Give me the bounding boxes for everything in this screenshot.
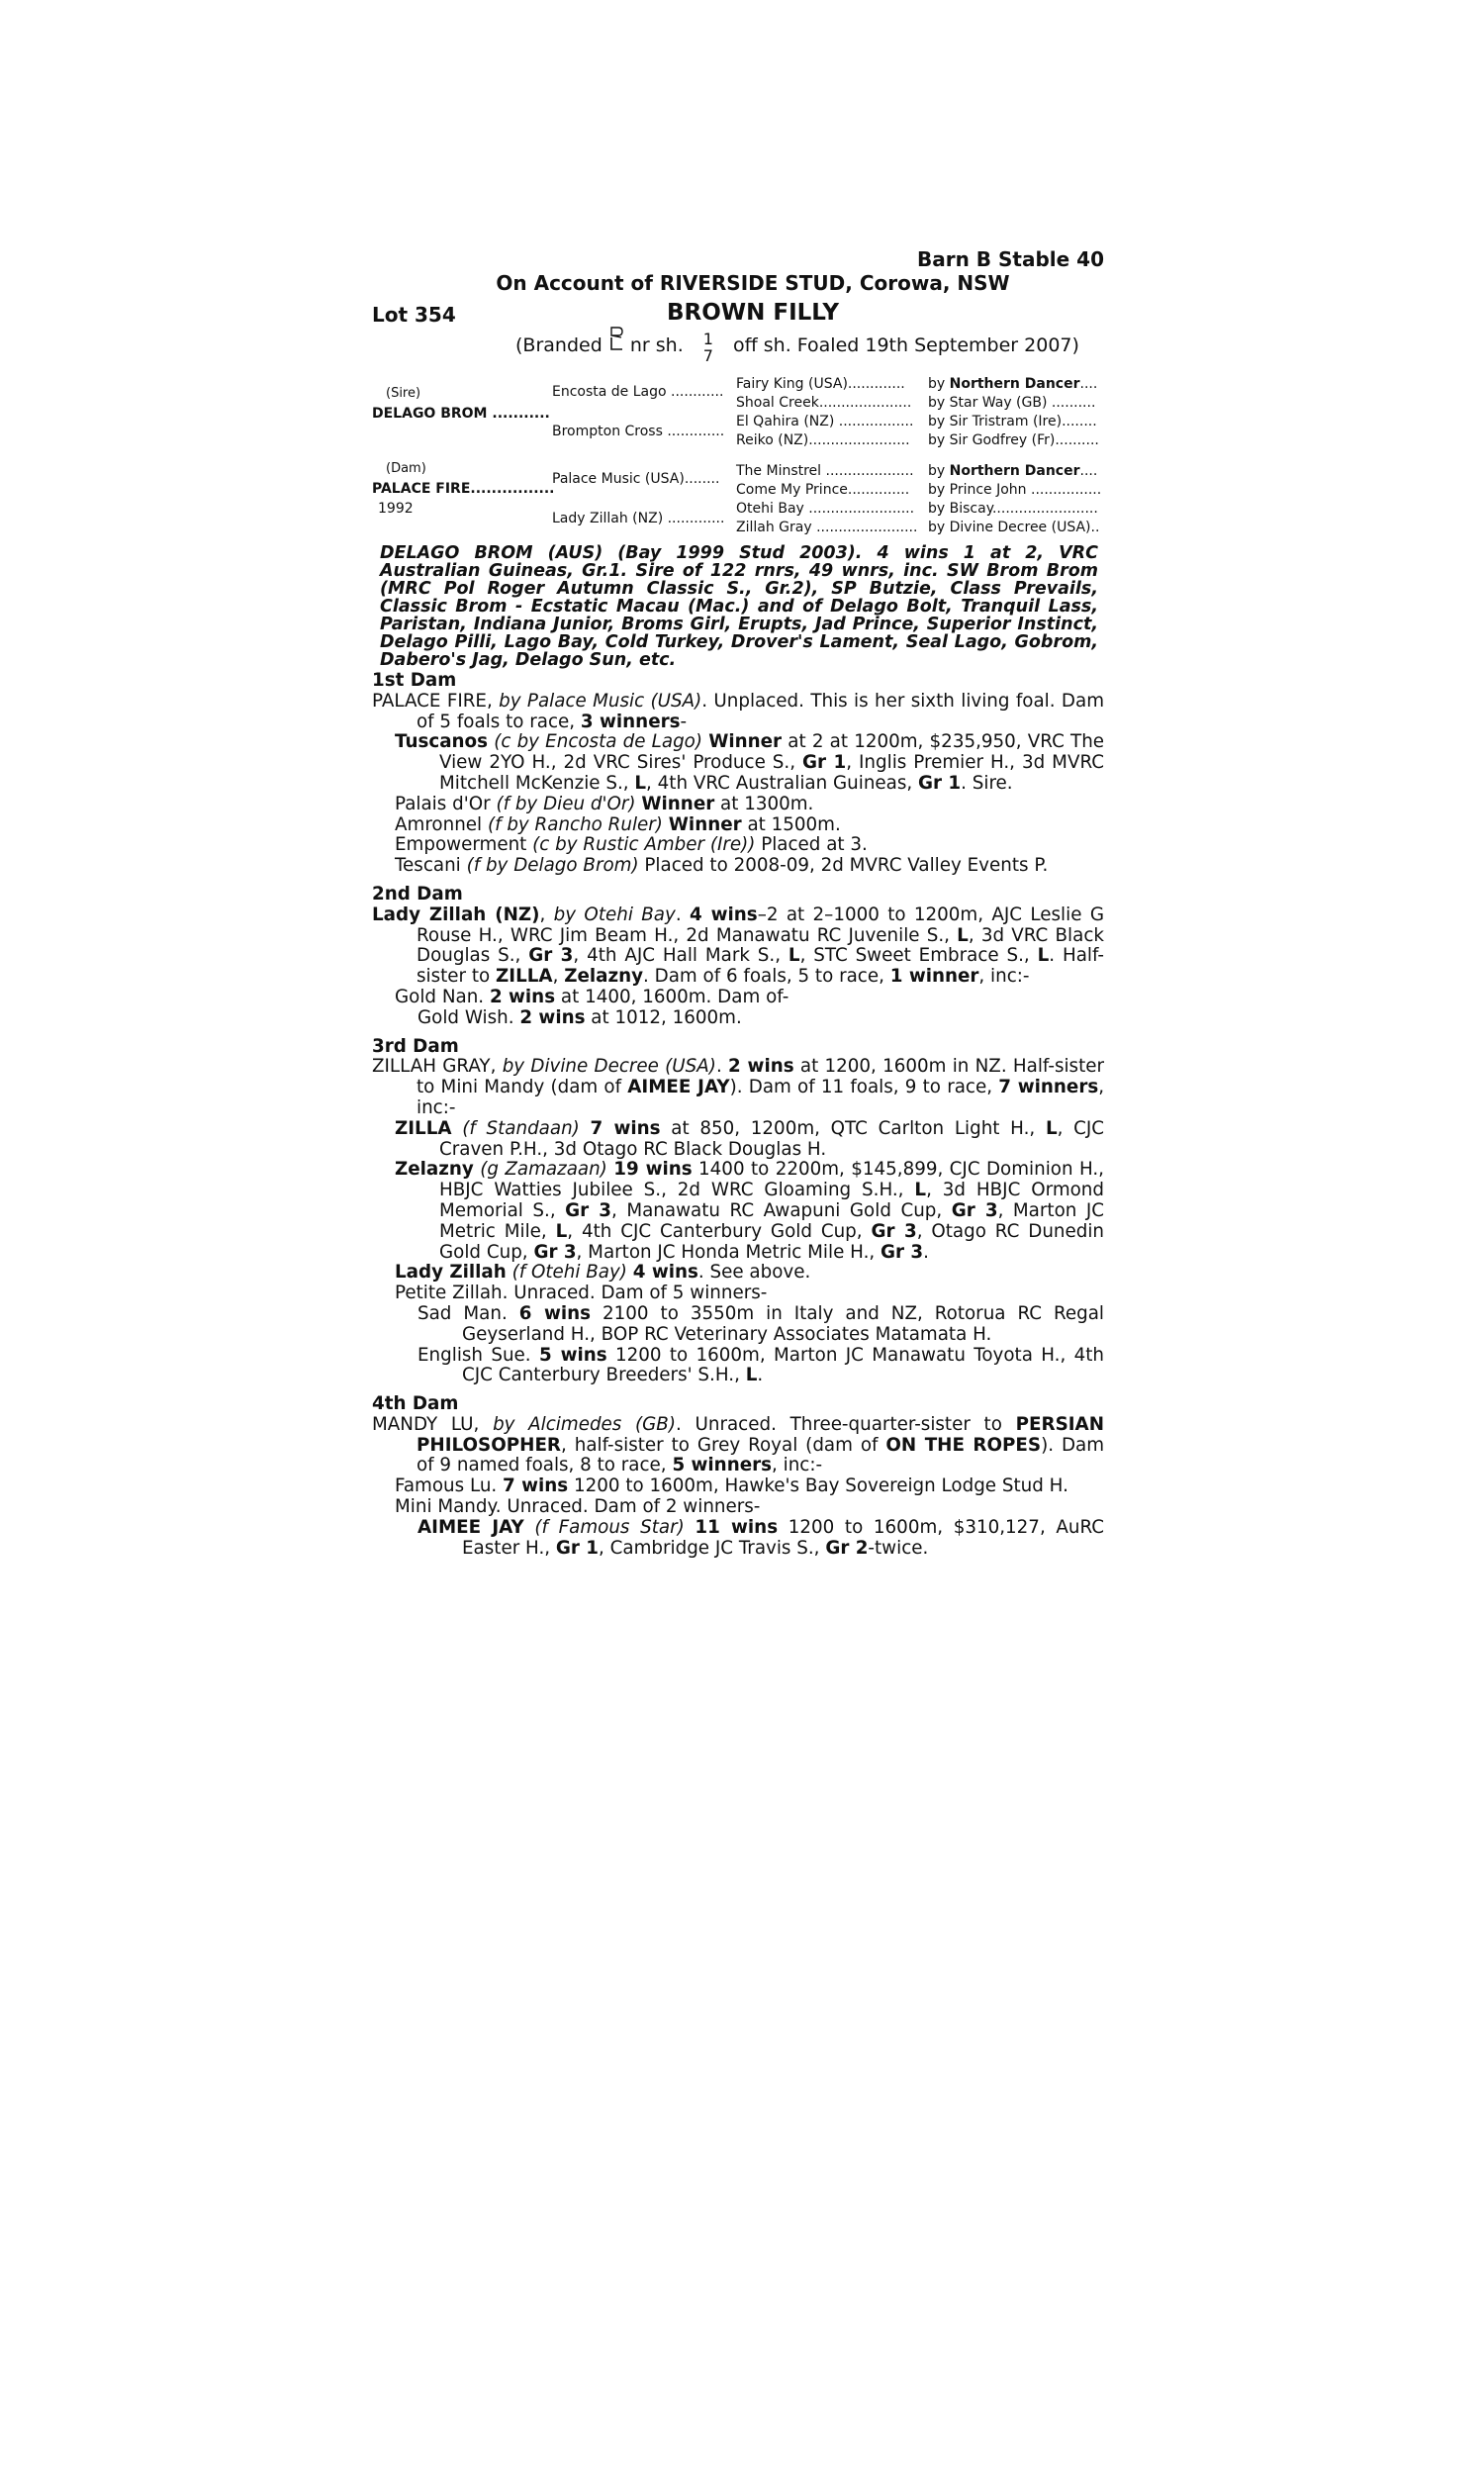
pedigree-table (372, 374, 1104, 542)
first-dam-heading: 1st Dam (372, 670, 457, 691)
progeny-entry: Sad Man. 6 wins 2100 to 3550m in Italy and NZ, Rotorua RC Regal Geyserland H., BOP RC Veterinary Associates Matamata H. (417, 1302, 1105, 1345)
dam-label: (Dam) (386, 461, 426, 476)
brand-near: nr sh. (629, 334, 684, 356)
progeny-entry: Gold Wish. 2 wins at 1012, 1600m. (417, 1006, 742, 1028)
second-dam-entry: Lady Zillah (NZ), by Otehi Bay. 4 wins–2 at 2–1000 to 1200m, AJC Leslie G Rouse H., WRC Jim Beam H., 2d Manawatu RC Juvenile S., L, 3d VRC Black Douglas S., Gr 3, 4th AJC Hall Mark S., L, STC Sweet Embrace S., L. Half-sister to ZILLA, Zelazny. Dam of 6 foals, 5 to race, 1 winner, inc:- (372, 904, 1105, 988)
gen3-3: Reiko (NZ)....................... (736, 432, 910, 448)
gen2-1: Brompton Cross ............. (552, 424, 725, 439)
progeny-entry: Gold Nan. 2 wins at 1400, 1600m. Dam of- (395, 986, 789, 1007)
gen2-2: Palace Music (USA)........ (552, 471, 720, 487)
progeny-entry: AIMEE JAY (f Famous Star) 11 wins 1200 to 1600m, $310,127, AuRC Easter H., Gr 1, Cambridge JC Travis S., Gr 2-twice. (417, 1516, 1105, 1559)
first-dam-entry: PALACE FIRE, by Palace Music (USA). Unplaced. This is her sixth living foal. Dam of 5 foals to race, 3 winners- (372, 690, 1105, 732)
progeny-entry: Mini Mandy. Unraced. Dam of 2 winners- (395, 1496, 761, 1518)
gen2-0: Encosta de Lago ............ (552, 384, 724, 400)
sire-label: (Sire) (386, 386, 421, 401)
gen4-4: by Northern Dancer.... (928, 463, 1098, 479)
progeny-entry: English Sue. 5 wins 1200 to 1600m, Marton JC Manawatu Toyota H., 4th CJC Canterbury Breeders' S.H., L. (417, 1344, 1105, 1386)
gen4-5: by Prince John ................ (928, 482, 1102, 498)
progeny-entry: ZILLA (f Standaan) 7 wins at 850, 1200m, QTC Carlton Light H., L, CJC Craven P.H., 3d Otago RC Black Douglas H. (395, 1117, 1105, 1160)
gen3-6: Otehi Bay ........................ (736, 501, 915, 517)
gen3-4: The Minstrel .................... (736, 463, 914, 479)
third-dam-entry: ZILLAH GRAY, by Divine Decree (USA). 2 wins at 1200, 1600m in NZ. Half-sister to Mini Mandy (dam of AIMEE JAY). Dam of 11 foals, 9 to race, 7 winners, inc:- (372, 1056, 1105, 1118)
dam-name: PALACE FIRE................ (372, 481, 555, 497)
progeny-entry: Tuscanos (c by Encosta de Lago) Winner at 2 at 1200m, $235,950, VRC The View 2YO H., 2d VRC Sires' Produce S., Gr 1, Inglis Premier H., 3d MVRC Mitchell McKenzie S., L, 4th VRC Australian Guineas, Gr 1. Sire. (395, 731, 1105, 794)
brand-open: (Branded (515, 334, 603, 356)
gen3-2: El Qahira (NZ) ................. (736, 414, 914, 429)
gen3-0: Fairy King (USA)............. (736, 376, 905, 392)
progeny-entry: Lady Zillah (f Otehi Bay) 4 wins. See above. (395, 1262, 811, 1284)
sire-name: DELAGO BROM ........... (372, 406, 550, 422)
gen4-2: by Sir Tristram (Ire)........ (928, 414, 1097, 429)
progeny-entry: Petite Zillah. Unraced. Dam of 5 winners- (395, 1283, 768, 1304)
gen3-5: Come My Prince.............. (736, 482, 910, 498)
brand-fraction (703, 331, 713, 364)
brand-mark-icon (608, 332, 624, 355)
dam-lines (372, 663, 1104, 1559)
progeny-entry: Amronnel (f by Rancho Ruler) Winner at 1500m. (395, 813, 841, 835)
brand-frac-bottom: 7 (702, 346, 713, 365)
brand-close: off sh. Foaled 19th September 2007) (733, 334, 1079, 356)
fourth-dam-entry: MANDY LU, by Alcimedes (GB). Unraced. Three-quarter-sister to PERSIAN PHILOSOPHER, half-sister to Grey Royal (dam of ON THE ROPES). Dam of 9 named foals, 8 to race, 5 winners, inc:- (372, 1413, 1105, 1476)
second-dam-heading: 2nd Dam (372, 883, 463, 904)
barn-stable: Barn B Stable 40 (916, 247, 1104, 271)
fourth-dam-heading: 4th Dam (372, 1393, 459, 1415)
progeny-entry: Zelazny (g Zamazaan) 19 wins 1400 to 2200m, $145,899, CJC Dominion H., HBJC Watties Jubilee S., 2d WRC Gloaming S.H., L, 3d HBJC Ormond Memorial S., Gr 3, Manawatu RC Awapuni Gold Cup, Gr 3, Marton JC Metric Mile, L, 4th CJC Canterbury Gold Cup, Gr 3, Otago RC Dunedin Gold Cup, Gr 3, Marton JC Honda Metric Mile H., Gr 3. (395, 1159, 1105, 1263)
lot-title: BROWN FILLY (666, 300, 840, 326)
progeny-entry: Tescani (f by Delago Brom) Placed to 2008-09, 2d MVRC Valley Events P. (395, 855, 1049, 877)
gen4-3: by Sir Godfrey (Fr).......... (928, 432, 1099, 448)
gen3-7: Zillah Gray ....................... (736, 520, 918, 535)
brand-line (515, 331, 1079, 364)
gen4-6: by Biscay........................ (928, 501, 1098, 517)
dam-year: 1992 (378, 501, 414, 517)
progeny-entry: Empowerment (c by Rustic Amber (Ire)) Placed at 3. (395, 834, 868, 856)
brand-frac-top: 1 (702, 330, 713, 348)
progeny-entry: Palais d'Or (f by Dieu d'Or) Winner at 1300m. (395, 793, 814, 814)
sire-summary: DELAGO BROM (AUS) (Bay 1999 Stud 2003). 4 wins 1 at 2, VRC Australian Guineas, Gr.1. Sire of 122 rnrs, 49 wnrs, inc. SW Brom Brom (MRC Pol Roger Autumn Classic S., Gr.2), SP Butzie, Class Prevails, Classic Brom - Ecstatic Macau (Mac.) and of Delago Bolt, Tranquil Lass, Paristan, Indiana Junior, Broms Girl, Erupts, Jad Prince, Superior Instinct, Delago Pilli, Lago Bay, Cold Turkey, Drover's Lament, Seal Lago, Gobrom, Dabero's Jag, Delago Sun, etc. (380, 543, 1098, 670)
third-dam-heading: 3rd Dam (372, 1035, 459, 1057)
lot-number: Lot 354 (372, 303, 456, 327)
gen4-7: by Divine Decree (USA).. (928, 520, 1100, 535)
gen4-0: by Northern Dancer.... (928, 376, 1098, 392)
gen2-3: Lady Zillah (NZ) ............. (552, 511, 725, 526)
vendor-account: On Account of RIVERSIDE STUD, Corowa, NSW (496, 271, 1010, 295)
progeny-entry: Famous Lu. 7 wins 1200 to 1600m, Hawke's Bay Sovereign Lodge Stud H. (395, 1475, 1068, 1497)
gen4-1: by Star Way (GB) .......... (928, 395, 1096, 411)
gen3-1: Shoal Creek..................... (736, 395, 912, 411)
